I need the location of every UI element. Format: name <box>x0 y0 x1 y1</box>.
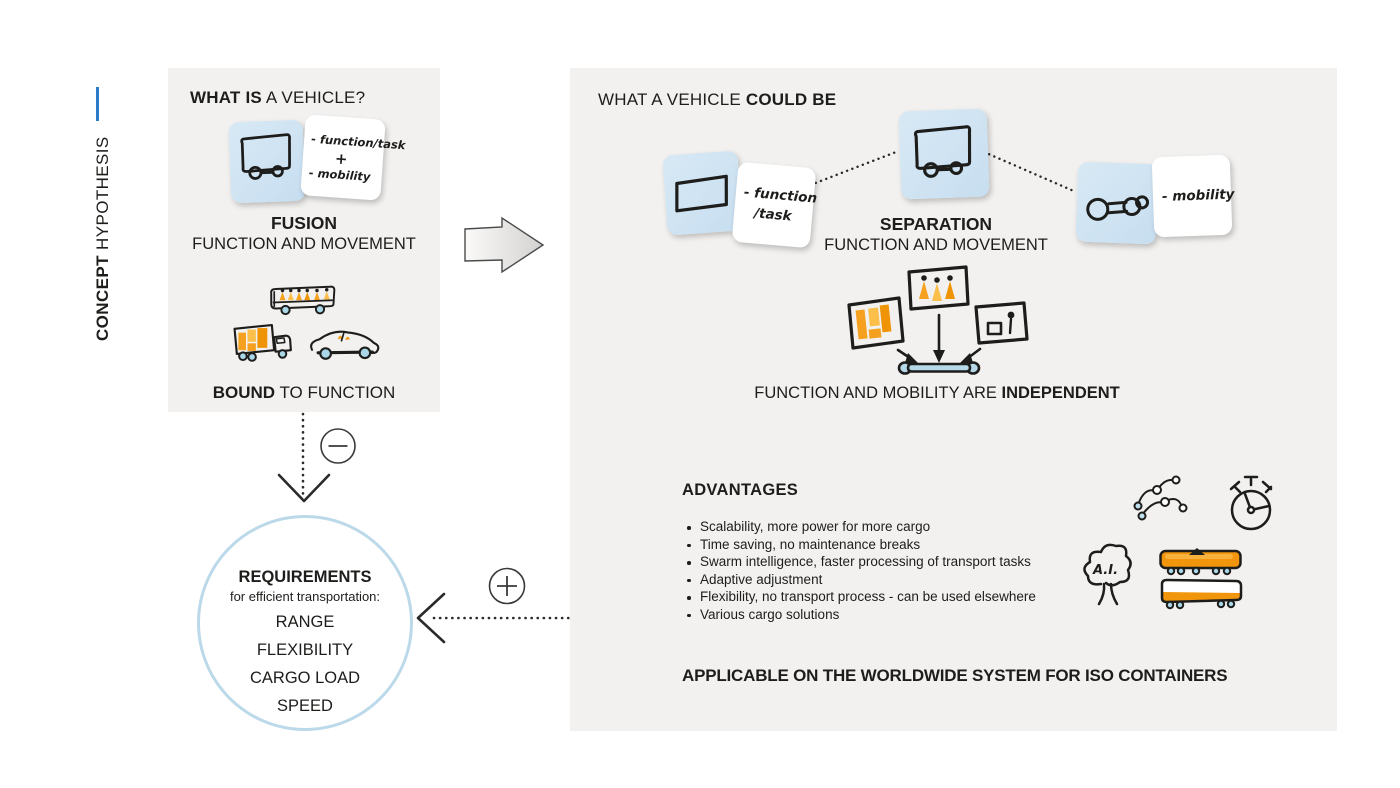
note-function-line2: /task <box>753 205 793 225</box>
right-panel-title-bold: COULD BE <box>745 90 837 109</box>
requirement-item: SPEED <box>277 697 333 715</box>
car-sketch-icon <box>306 324 380 362</box>
note-line-function-task: - function/task <box>310 131 406 153</box>
container-outline-sketch-icon <box>669 167 734 219</box>
advantage-text: Time saving, no maintenance breaks <box>700 536 921 552</box>
accent-dash <box>96 87 99 121</box>
advantage-text: Scalability, more power for more cargo <box>700 519 931 534</box>
cargo-platform-truck-icon <box>1158 546 1246 576</box>
advantage-text: Swarm intelligence, faster processing of transport tasks <box>700 554 1031 570</box>
sticky-note-wheels <box>1076 162 1159 245</box>
left-panel-title-rest: A VEHICLE? <box>261 88 366 107</box>
rail-title <box>93 129 115 341</box>
fusion-title: FUSION <box>270 213 338 233</box>
swarm-network-icon <box>1128 473 1192 527</box>
advantage-item <box>685 518 1036 536</box>
sticky-note-vehicle <box>229 120 306 204</box>
advantages-list <box>685 518 1036 624</box>
sticky-note-vehicle-center <box>898 108 989 199</box>
bus-sketch-icon <box>266 282 338 317</box>
note-function-line1: - function <box>743 184 818 207</box>
requirements-circle <box>197 515 413 731</box>
requirement-item: CARGO LOAD <box>249 669 361 687</box>
note-mobility-label: - mobility <box>1161 186 1235 206</box>
requirements-subtitle: for efficient transportation: <box>229 589 381 604</box>
advantage-text: Adaptive adjustment <box>700 571 823 587</box>
right-panel-title-rest: WHAT A VEHICLE <box>598 90 746 109</box>
independent-rest: FUNCTION AND MOBILITY ARE <box>754 384 1002 402</box>
separation-title: SEPARATION <box>879 214 993 234</box>
right-panel-title <box>598 90 836 110</box>
minus-circle-icon <box>319 427 357 465</box>
sticky-note-container <box>662 150 742 235</box>
advantages-title: ADVANTAGES <box>682 481 799 499</box>
stopwatch-icon <box>1222 470 1280 534</box>
advantage-item <box>685 571 1036 589</box>
ai-label: A.I. <box>1093 563 1119 578</box>
bound-to-function-label <box>213 383 396 403</box>
requirements-title: REQUIREMENTS <box>238 568 372 586</box>
dotted-left-arrow-icon <box>408 584 578 654</box>
van-sketch-icon <box>908 119 980 185</box>
left-panel-title-bold: WHAT IS <box>190 88 262 107</box>
advantage-item <box>685 553 1036 571</box>
rail-title-rest: HYPOTHESIS <box>93 136 112 256</box>
sticky-note-function-mobility <box>300 114 406 200</box>
cargo-truck-sketch-icon <box>230 318 300 364</box>
sticky-note-function-task <box>732 162 817 248</box>
function-mobility-independent-sketch <box>842 263 1032 377</box>
sticky-note-mobility <box>1152 155 1233 238</box>
left-panel-title <box>190 88 365 108</box>
requirement-item: RANGE <box>275 613 335 631</box>
advantage-text: Various cargo solutions <box>700 606 840 622</box>
advantage-item <box>685 536 1036 554</box>
independent-bold: INDEPENDENT <box>1001 384 1120 402</box>
footer-statement: APPLICABLE ON THE WORLDWIDE SYSTEM FOR ISO CONTAINERS <box>682 666 1228 685</box>
ai-tree-icon <box>1080 538 1136 608</box>
requirement-item: FLEXIBILITY <box>256 641 354 659</box>
note-connector-right-icon <box>978 146 1082 198</box>
bound-bold: BOUND <box>212 383 276 402</box>
advantage-item <box>685 606 1036 624</box>
rail-title-bold: CONCEPT <box>93 255 112 341</box>
independent-statement <box>754 384 1120 403</box>
separation-subtitle: FUNCTION AND MOVEMENT <box>824 236 1048 254</box>
bound-rest: TO FUNCTION <box>275 383 396 402</box>
container-platform-truck-icon <box>1158 577 1246 611</box>
advantage-item <box>685 588 1036 606</box>
note-line-mobility: - mobility <box>308 165 371 184</box>
right-block-arrow-icon <box>458 212 550 276</box>
note-line-plus: + <box>334 149 349 169</box>
advantage-text: Flexibility, no transport process - can be used elsewhere <box>700 589 1036 605</box>
van-sketch-icon <box>235 128 299 186</box>
fusion-subtitle: FUNCTION AND MOVEMENT <box>192 235 416 253</box>
wheels-chassis-sketch-icon <box>1084 182 1149 228</box>
